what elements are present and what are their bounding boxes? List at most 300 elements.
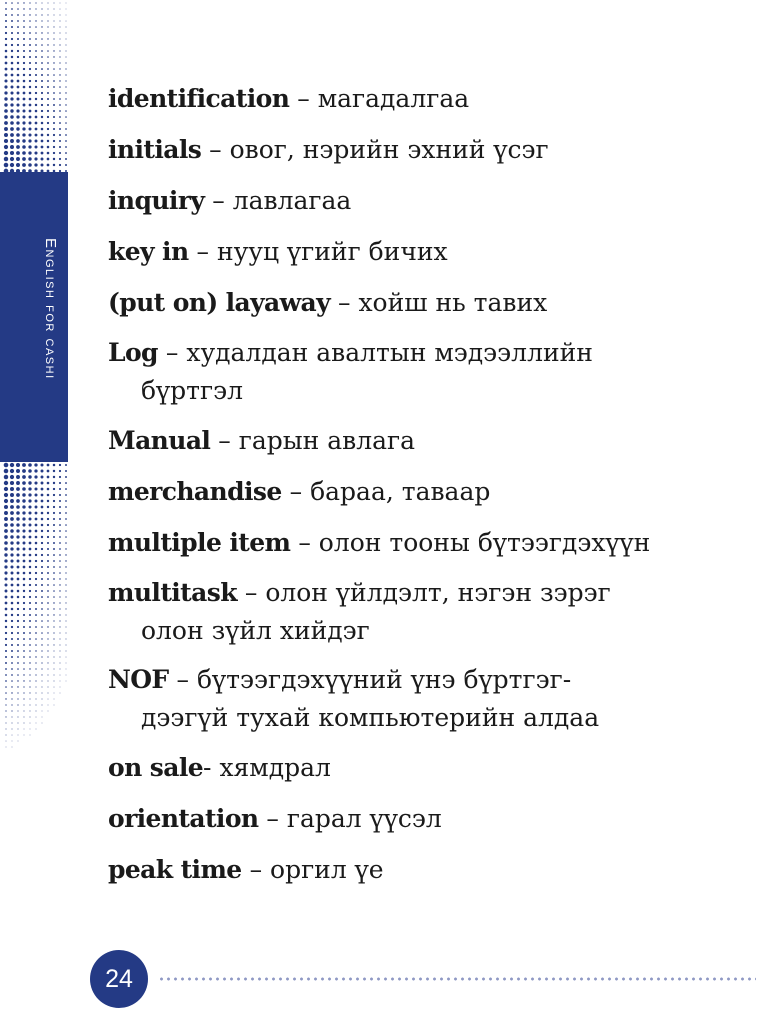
halftone-dot	[35, 500, 38, 503]
halftone-dot	[41, 506, 44, 509]
halftone-dot	[16, 523, 19, 526]
halftone-dot	[5, 632, 7, 634]
halftone-dot	[17, 554, 20, 557]
halftone-dot	[35, 14, 36, 15]
halftone-dot	[23, 572, 26, 575]
halftone-dot	[10, 475, 14, 479]
halftone-dot	[53, 554, 55, 556]
glossary-entry	[108, 283, 670, 323]
halftone-dot	[18, 729, 19, 730]
glossary-entry	[108, 799, 670, 839]
halftone-dot	[53, 470, 55, 472]
halftone-dot	[65, 152, 67, 154]
halftone-dot	[17, 596, 20, 599]
halftone-dot	[28, 133, 31, 136]
halftone-dot	[41, 488, 44, 491]
halftone-dot	[35, 608, 37, 610]
glossary-list	[108, 79, 670, 901]
halftone-dot	[53, 134, 55, 136]
halftone-dot	[66, 9, 67, 10]
halftone-dot	[47, 602, 49, 604]
halftone-dot	[41, 602, 43, 604]
halftone-dot	[41, 536, 43, 538]
halftone-dot	[29, 662, 30, 663]
halftone-dot	[4, 121, 8, 125]
halftone-dot	[23, 674, 24, 675]
halftone-dot	[17, 620, 19, 622]
halftone-dot	[29, 578, 31, 580]
halftone-dot	[65, 506, 67, 508]
halftone-dot	[35, 644, 37, 646]
halftone-dot	[41, 608, 43, 610]
halftone-dot	[29, 650, 31, 652]
halftone-dot	[35, 638, 37, 640]
halftone-dot	[5, 584, 8, 587]
halftone-dot	[53, 620, 54, 621]
halftone-dot	[41, 128, 44, 131]
entry-separator: –	[281, 477, 311, 506]
entry-separator: –	[188, 237, 217, 266]
halftone-dot	[53, 140, 55, 142]
halftone-dot	[41, 92, 43, 94]
halftone-dot	[53, 500, 55, 502]
halftone-dot	[65, 584, 66, 585]
glossary-entry	[108, 472, 670, 512]
halftone-dot	[10, 121, 14, 125]
halftone-dot	[23, 566, 26, 569]
halftone-dot	[47, 566, 49, 568]
halftone-dot	[4, 529, 8, 533]
halftone-dot	[42, 723, 43, 724]
entry-definition: оргил үе	[270, 855, 384, 884]
halftone-dot	[53, 482, 55, 484]
entry-term: merchandise	[108, 477, 282, 506]
halftone-dot	[47, 668, 48, 669]
halftone-dot	[53, 14, 54, 15]
halftone-dot	[53, 464, 56, 467]
halftone-dot	[53, 548, 55, 550]
halftone-dot	[22, 133, 25, 136]
halftone-dot	[35, 8, 36, 9]
halftone-dot	[5, 44, 7, 46]
halftone-dot	[23, 656, 25, 658]
halftone-dot	[65, 494, 67, 496]
halftone-dot	[11, 704, 12, 705]
halftone-dot	[59, 470, 61, 472]
halftone-dot	[48, 699, 49, 700]
halftone-dot	[11, 26, 13, 28]
halftone-dot	[16, 139, 20, 143]
halftone-dot	[17, 98, 20, 101]
halftone-dot	[29, 680, 30, 681]
halftone-dot	[4, 517, 8, 521]
halftone-dot	[23, 632, 25, 634]
halftone-dot	[4, 91, 7, 94]
halftone-dot	[65, 50, 66, 51]
halftone-dot	[47, 56, 49, 58]
halftone-dot	[65, 536, 67, 538]
halftone-dot	[53, 494, 55, 496]
halftone-dot	[5, 56, 8, 59]
halftone-dot	[10, 163, 14, 167]
halftone-dot	[47, 542, 49, 544]
halftone-dot	[41, 530, 43, 532]
halftone-dot	[65, 116, 67, 118]
halftone-dot	[29, 608, 31, 610]
halftone-dot	[59, 644, 60, 645]
halftone-dot	[16, 151, 20, 155]
halftone-dot	[17, 656, 19, 658]
halftone-dot	[59, 68, 60, 69]
halftone-dot	[60, 687, 61, 688]
halftone-dot	[17, 584, 20, 587]
halftone-dot	[53, 602, 54, 603]
halftone-dot	[47, 140, 49, 142]
halftone-dot	[23, 668, 25, 670]
halftone-dot	[23, 680, 24, 681]
halftone-dot	[23, 638, 25, 640]
halftone-dot	[41, 554, 43, 556]
halftone-dot	[65, 104, 66, 105]
halftone-dot	[22, 475, 26, 479]
halftone-dot	[29, 692, 30, 693]
halftone-dot	[16, 547, 19, 550]
halftone-dot	[11, 20, 13, 22]
halftone-dot	[11, 698, 12, 699]
halftone-dot	[35, 20, 36, 21]
halftone-dot	[41, 578, 43, 580]
halftone-dot	[65, 596, 66, 597]
halftone-dot	[59, 74, 60, 75]
halftone-dot	[29, 98, 32, 101]
halftone-dot	[5, 614, 8, 617]
halftone-dot	[10, 97, 13, 100]
halftone-dot	[41, 638, 42, 639]
halftone-dot	[29, 656, 31, 658]
halftone-dot	[54, 693, 55, 694]
halftone-dot	[5, 68, 8, 71]
halftone-dot	[47, 68, 49, 70]
halftone-dot	[17, 56, 19, 58]
halftone-dot	[28, 139, 31, 142]
halftone-dot	[47, 590, 49, 592]
halftone-dot	[48, 687, 49, 688]
footer-dotted-rule	[158, 977, 756, 981]
halftone-dot	[54, 687, 55, 688]
halftone-dot	[29, 626, 31, 628]
halftone-dot	[23, 50, 25, 52]
halftone-dot	[11, 656, 13, 658]
halftone-dot	[22, 115, 25, 118]
halftone-dot	[59, 500, 61, 502]
halftone-dot	[17, 614, 19, 616]
halftone-dot	[47, 638, 48, 639]
halftone-dot	[41, 614, 43, 616]
halftone-dot	[53, 656, 54, 657]
halftone-dot	[23, 644, 25, 646]
halftone-dot	[65, 56, 66, 57]
halftone-dot	[65, 476, 67, 478]
entry-definition: овог, нэрийн эхний үсэг	[229, 135, 549, 164]
halftone-dot	[41, 140, 44, 143]
halftone-dot	[53, 584, 55, 586]
halftone-dot	[11, 716, 12, 717]
halftone-dot	[35, 578, 37, 580]
halftone-dot	[59, 548, 61, 550]
halftone-dot	[41, 518, 44, 521]
halftone-dot	[35, 692, 36, 693]
halftone-dot	[12, 729, 13, 730]
halftone-dot	[59, 164, 61, 166]
halftone-dot	[17, 644, 19, 646]
halftone-dot	[65, 110, 67, 112]
halftone-dot	[47, 122, 49, 124]
halftone-dot	[47, 62, 49, 64]
halftone-dot	[41, 632, 43, 634]
halftone-dot	[48, 3, 49, 4]
halftone-dot	[17, 20, 19, 22]
halftone-dot	[16, 505, 20, 509]
halftone-dot	[11, 578, 14, 581]
halftone-dot	[41, 80, 43, 82]
halftone-dot	[41, 626, 43, 628]
halftone-dot	[22, 481, 26, 485]
halftone-dot	[59, 86, 61, 88]
halftone-dot	[17, 38, 19, 40]
halftone-dot	[59, 146, 61, 148]
halftone-dot	[41, 38, 43, 40]
halftone-dot	[65, 608, 66, 609]
entry-term: orientation	[108, 804, 259, 833]
halftone-dot	[10, 493, 14, 497]
halftone-dot	[41, 2, 42, 3]
halftone-dot	[66, 633, 67, 634]
halftone-dot	[35, 518, 38, 521]
halftone-dot	[10, 535, 13, 538]
halftone-dot	[23, 686, 24, 687]
halftone-dot	[65, 620, 66, 621]
halftone-dot	[59, 110, 61, 112]
halftone-dot	[59, 152, 61, 154]
halftone-dot	[29, 122, 32, 125]
halftone-dot	[54, 705, 55, 706]
halftone-dot	[11, 80, 14, 83]
halftone-dot	[36, 729, 37, 730]
halftone-dot	[35, 2, 36, 3]
halftone-dot	[41, 116, 43, 118]
halftone-dot	[59, 632, 60, 633]
halftone-dot	[35, 140, 38, 143]
halftone-dot	[29, 536, 32, 539]
halftone-dot	[47, 476, 50, 479]
halftone-dot	[65, 80, 66, 81]
halftone-dot	[16, 109, 19, 112]
halftone-dot	[29, 20, 31, 22]
halftone-dot	[47, 548, 49, 550]
halftone-dot	[66, 39, 67, 40]
halftone-dot	[17, 692, 18, 693]
halftone-dot	[10, 481, 14, 485]
halftone-dot	[23, 662, 25, 664]
halftone-dot	[53, 38, 54, 39]
halftone-dot	[54, 675, 55, 676]
halftone-dot	[47, 104, 49, 106]
halftone-dot	[53, 506, 55, 508]
halftone-dot	[65, 74, 66, 75]
halftone-dot	[59, 44, 60, 45]
halftone-dot	[10, 553, 13, 556]
halftone-dot	[23, 698, 24, 699]
halftone-dot	[17, 626, 19, 628]
halftone-dot	[29, 584, 31, 586]
halftone-dot	[34, 475, 37, 478]
halftone-dot	[11, 650, 13, 652]
entry-separator: –	[168, 665, 197, 694]
halftone-dot	[65, 44, 66, 45]
halftone-dot	[59, 620, 60, 621]
halftone-dot	[10, 469, 14, 473]
halftone-dot	[41, 656, 42, 657]
halftone-dot	[41, 20, 42, 21]
halftone-dot	[47, 50, 49, 52]
halftone-dot	[66, 663, 67, 664]
halftone-dot	[11, 74, 14, 77]
halftone-dot	[18, 741, 19, 742]
halftone-dot	[47, 572, 49, 574]
halftone-dot	[41, 470, 44, 473]
halftone-dot	[41, 158, 44, 161]
halftone-dot	[23, 92, 26, 95]
halftone-dot	[11, 722, 12, 723]
halftone-dot	[5, 608, 8, 611]
halftone-dot	[29, 92, 32, 95]
halftone-dot	[53, 596, 55, 598]
halftone-dot	[53, 44, 54, 45]
halftone-dot	[17, 2, 19, 4]
halftone-dot	[47, 152, 50, 155]
glossary-entry	[108, 523, 670, 563]
halftone-dot	[17, 86, 20, 89]
halftone-dot	[16, 145, 20, 149]
halftone-dot	[65, 512, 67, 514]
halftone-dot	[10, 91, 13, 94]
halftone-dot	[53, 152, 55, 154]
halftone-dot	[29, 566, 31, 568]
entry-term: inquiry	[108, 186, 205, 215]
halftone-dot	[47, 608, 49, 610]
halftone-dot	[22, 157, 26, 161]
halftone-dot	[4, 97, 7, 100]
halftone-dot	[29, 644, 31, 646]
halftone-dot	[65, 68, 66, 69]
halftone-dot	[22, 535, 25, 538]
halftone-dot	[4, 475, 8, 479]
halftone-dot	[23, 620, 25, 622]
entry-definition: бараа, таваар	[310, 477, 491, 506]
halftone-dot	[59, 476, 61, 478]
halftone-dot	[41, 476, 44, 479]
halftone-dot	[53, 32, 54, 33]
halftone-dot	[65, 500, 67, 502]
halftone-dot	[35, 134, 38, 137]
halftone-dot	[59, 464, 61, 466]
halftone-dot	[11, 692, 12, 693]
halftone-dot	[4, 553, 7, 556]
halftone-dot	[17, 716, 18, 717]
halftone-dot	[16, 133, 20, 137]
halftone-dot	[42, 711, 43, 712]
halftone-dot	[22, 127, 25, 130]
halftone-dot	[65, 560, 66, 561]
halftone-dot	[47, 524, 49, 526]
halftone-dot	[22, 505, 25, 508]
halftone-dot	[10, 499, 14, 503]
halftone-dot	[29, 542, 32, 545]
halftone-dot	[47, 494, 50, 497]
halftone-dot	[35, 680, 36, 681]
halftone-dot	[16, 463, 20, 467]
halftone-dot	[4, 145, 8, 149]
entry-term: multiple item	[108, 528, 291, 557]
halftone-dot	[10, 505, 14, 509]
halftone-dot	[23, 626, 25, 628]
halftone-dot	[29, 638, 31, 640]
entry-definition: нууц үгийг бичих	[216, 237, 448, 266]
halftone-dot	[23, 56, 25, 58]
halftone-dot	[41, 14, 42, 15]
halftone-dot	[29, 518, 32, 521]
halftone-dot	[11, 686, 12, 687]
halftone-dot	[28, 499, 31, 502]
halftone-dot	[35, 614, 37, 616]
halftone-dot	[17, 668, 19, 670]
halftone-dot	[47, 32, 48, 33]
halftone-dot	[47, 116, 49, 118]
halftone-dot	[5, 644, 7, 646]
halftone-dot	[28, 493, 31, 496]
halftone-dot	[53, 68, 55, 70]
halftone-dot	[4, 139, 8, 143]
halftone-dot	[35, 602, 37, 604]
halftone-dot	[10, 463, 14, 467]
halftone-dot	[41, 560, 43, 562]
halftone-dot	[65, 62, 66, 63]
halftone-dot	[41, 686, 42, 687]
halftone-dot	[23, 692, 24, 693]
halftone-dot	[53, 626, 54, 627]
halftone-dot	[35, 548, 37, 550]
halftone-dot	[53, 26, 54, 27]
halftone-dot	[59, 494, 61, 496]
halftone-dot	[29, 44, 31, 46]
halftone-dot	[35, 494, 38, 497]
halftone-dot	[47, 14, 48, 15]
halftone-dot	[60, 675, 61, 676]
halftone-dot	[23, 704, 24, 705]
halftone-dot	[47, 488, 50, 491]
halftone-dot	[47, 506, 49, 508]
halftone-dot	[16, 481, 20, 485]
halftone-dot	[11, 86, 14, 89]
halftone-dot	[22, 529, 25, 532]
halftone-dot	[23, 560, 26, 563]
halftone-dot	[48, 705, 49, 706]
halftone-dot	[41, 500, 44, 503]
halftone-dot	[29, 104, 32, 107]
halftone-dot	[53, 86, 55, 88]
halftone-dot	[53, 92, 55, 94]
halftone-dot	[66, 681, 67, 682]
